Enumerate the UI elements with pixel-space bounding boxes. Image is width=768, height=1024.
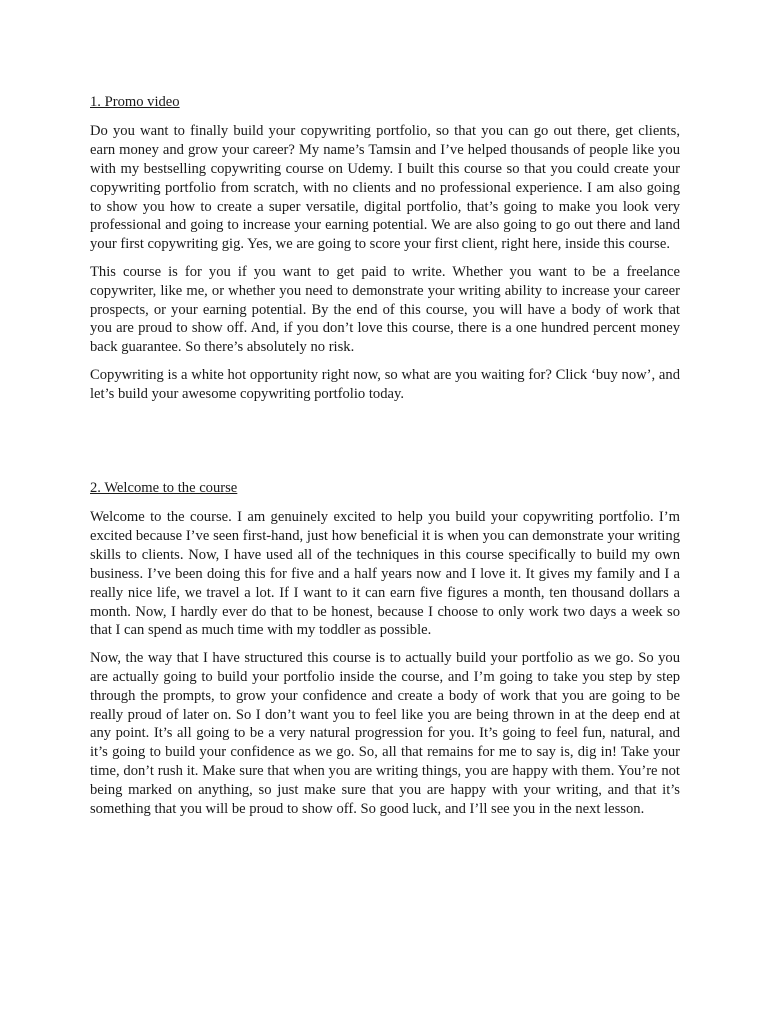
section-heading: 2. Welcome to the course xyxy=(90,480,238,497)
section-spacer xyxy=(90,412,680,479)
paragraph: Now, the way that I have structured this course is to actually build your portfolio as we go. So you are actually going to build your portfolio inside the course, and I’m going to take you step by step through the prompts, to grow your confidence and create a body of work that you are going to be really proud of later on. So I don’t want you to feel like you are being thrown in at the deep end at any point. It’s all going to be a very natural progression for you. It’s going to feel fun, natural, and it’s going to build your confidence as we go. So, all that remains for me to say is, dig in! Take your time, don’t rush it. Make sure that when you are writing things, you are happy with them. You’re not being marked on anything, so just make sure that you are happy with your writing, and that it’s something that you will be proud to show off. So good luck, and I’ll see you in the next lesson. xyxy=(90,649,680,818)
section-welcome xyxy=(90,479,680,819)
section-heading: 1. Promo video xyxy=(90,94,180,110)
paragraph: Welcome to the course. I am genuinely excited to help you build your copywriting portfolio. I’m excited because I’ve seen first-hand, just how beneficial it is when you can demonstrate your writing skills to clients. Now, I have used all of the techniques in this course specifically to build my own business. I’ve been doing this for five and a half years now and I love it. It gives my family and I a really nice life, we travel a lot. If I want to it can earn five figures a month, ten thousand dollars a month. Now, I hardly ever do that to be honest, because I choose to only work two days a week so that I can spend as much time with my toddler as possible. xyxy=(90,509,680,639)
document-page xyxy=(90,93,680,828)
paragraph: This course is for you if you want to get paid to write. Whether you want to be a freelance copywriter, like me, or whether you need to demonstrate your writing ability to increase your career prospects, or your earning potential. By the end of this course, you will have a body of work that you are proud to show off. And, if you don’t love this course, there is a one hundred percent money back guarantee. So there’s absolutely no risk. xyxy=(90,263,680,356)
section-promo-video xyxy=(90,93,680,404)
paragraph: Copywriting is a white hot opportunity right now, so what are you waiting for? Click ‘buy now’, and let’s build your awesome copywriting portfolio today. xyxy=(90,366,680,402)
paragraph: Do you want to finally build your copywriting portfolio, so that you can go out there, get clients, earn money and grow your career? My name’s Tamsin and I’ve helped thousands of people like you with my bestselling copywriting course on Udemy. I built this course so that you could create your copywriting portfolio from scratch, with no clients and no professional experience. I am also going to show you how to create a super versatile, digital portfolio, that’s going to make you look very professional and going to increase your earning potential. We are also going to go out there and land your first copywriting gig. Yes, we are going to score your first client, right here, inside this course. xyxy=(90,122,680,253)
